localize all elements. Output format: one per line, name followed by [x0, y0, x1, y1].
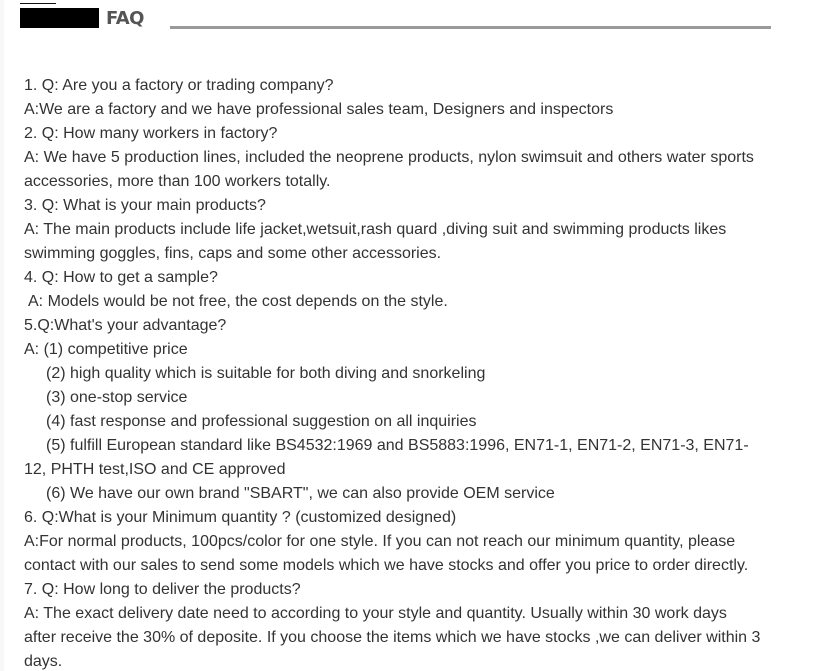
faq-answer-5-item-4: (4) fast response and professional suggestion on all inquiries	[46, 413, 477, 430]
faq-question-6: 6. Q:What is your Minimum quantity ? (customized designed)	[24, 509, 457, 526]
faq-answer-6-line-2: contact with our sales to send some models which we have stocks and offer you price to order directly.	[24, 557, 749, 574]
header-top-line	[20, 3, 56, 4]
faq-answer-4: A: Models would be not free, the cost depends on the style.	[28, 293, 448, 310]
faq-answer-5-item-6: (6) We have our own brand "SBART", we can also provide OEM service	[46, 485, 555, 502]
faq-question-1: 1. Q: Are you a factory or trading company?	[24, 77, 334, 94]
faq-answer-5-item-5-line-2: 12, PHTH test,ISO and CE approved	[24, 461, 286, 478]
faq-answer-5-item-3: (3) one-stop service	[46, 389, 188, 406]
page-title: FAQ	[106, 8, 144, 29]
faq-question-7: 7. Q: How long to deliver the products?	[24, 581, 301, 598]
header-black-block	[20, 8, 99, 28]
faq-answer-6-line-1: A:For normal products, 100pcs/color for one style. If you can not reach our minimum quantity, please	[24, 533, 736, 550]
header-divider	[170, 26, 771, 29]
faq-question-2: 2. Q: How many workers in factory?	[24, 125, 278, 142]
faq-header	[0, 0, 830, 40]
faq-answer-2-line-1: A: We have 5 production lines, included the neoprene products, nylon swimsuit and others water sports	[24, 149, 754, 166]
faq-answer-7-line-2: after receive the 30% of deposite. If you choose the items which we have stocks ,we can deliver within 3	[24, 629, 761, 646]
faq-answer-2-line-2: accessories, more than 100 workers totally.	[24, 173, 331, 190]
faq-answer-5-intro: A: (1) competitive price	[24, 341, 188, 358]
faq-answer-3-line-1: A: The main products include life jacket,wetsuit,rash quard ,diving suit and swimming products likes	[24, 221, 727, 238]
faq-content	[24, 74, 784, 671]
faq-question-3: 3. Q: What is your main products?	[24, 197, 266, 214]
left-border	[0, 0, 4, 671]
faq-answer-1: A:We are a factory and we have professional sales team, Designers and inspectors	[24, 101, 614, 118]
faq-answer-5-item-2: (2) high quality which is suitable for both diving and snorkeling	[46, 365, 486, 382]
faq-answer-7-line-1: A: The exact delivery date need to according to your style and quantity. Usually within 30 work days	[24, 605, 727, 622]
faq-answer-3-line-2: swimming goggles, fins, caps and some other accessories.	[24, 245, 442, 262]
faq-answer-7-line-3: days.	[24, 653, 63, 670]
faq-question-5: 5.Q:What's your advantage?	[24, 317, 227, 334]
faq-question-4: 4. Q: How to get a sample?	[24, 269, 218, 286]
faq-answer-5-item-5-line-1: (5) fulfill European standard like BS4532:1969 and BS5883:1996, EN71-1, EN71-2, EN71-3, EN71-	[46, 437, 749, 454]
